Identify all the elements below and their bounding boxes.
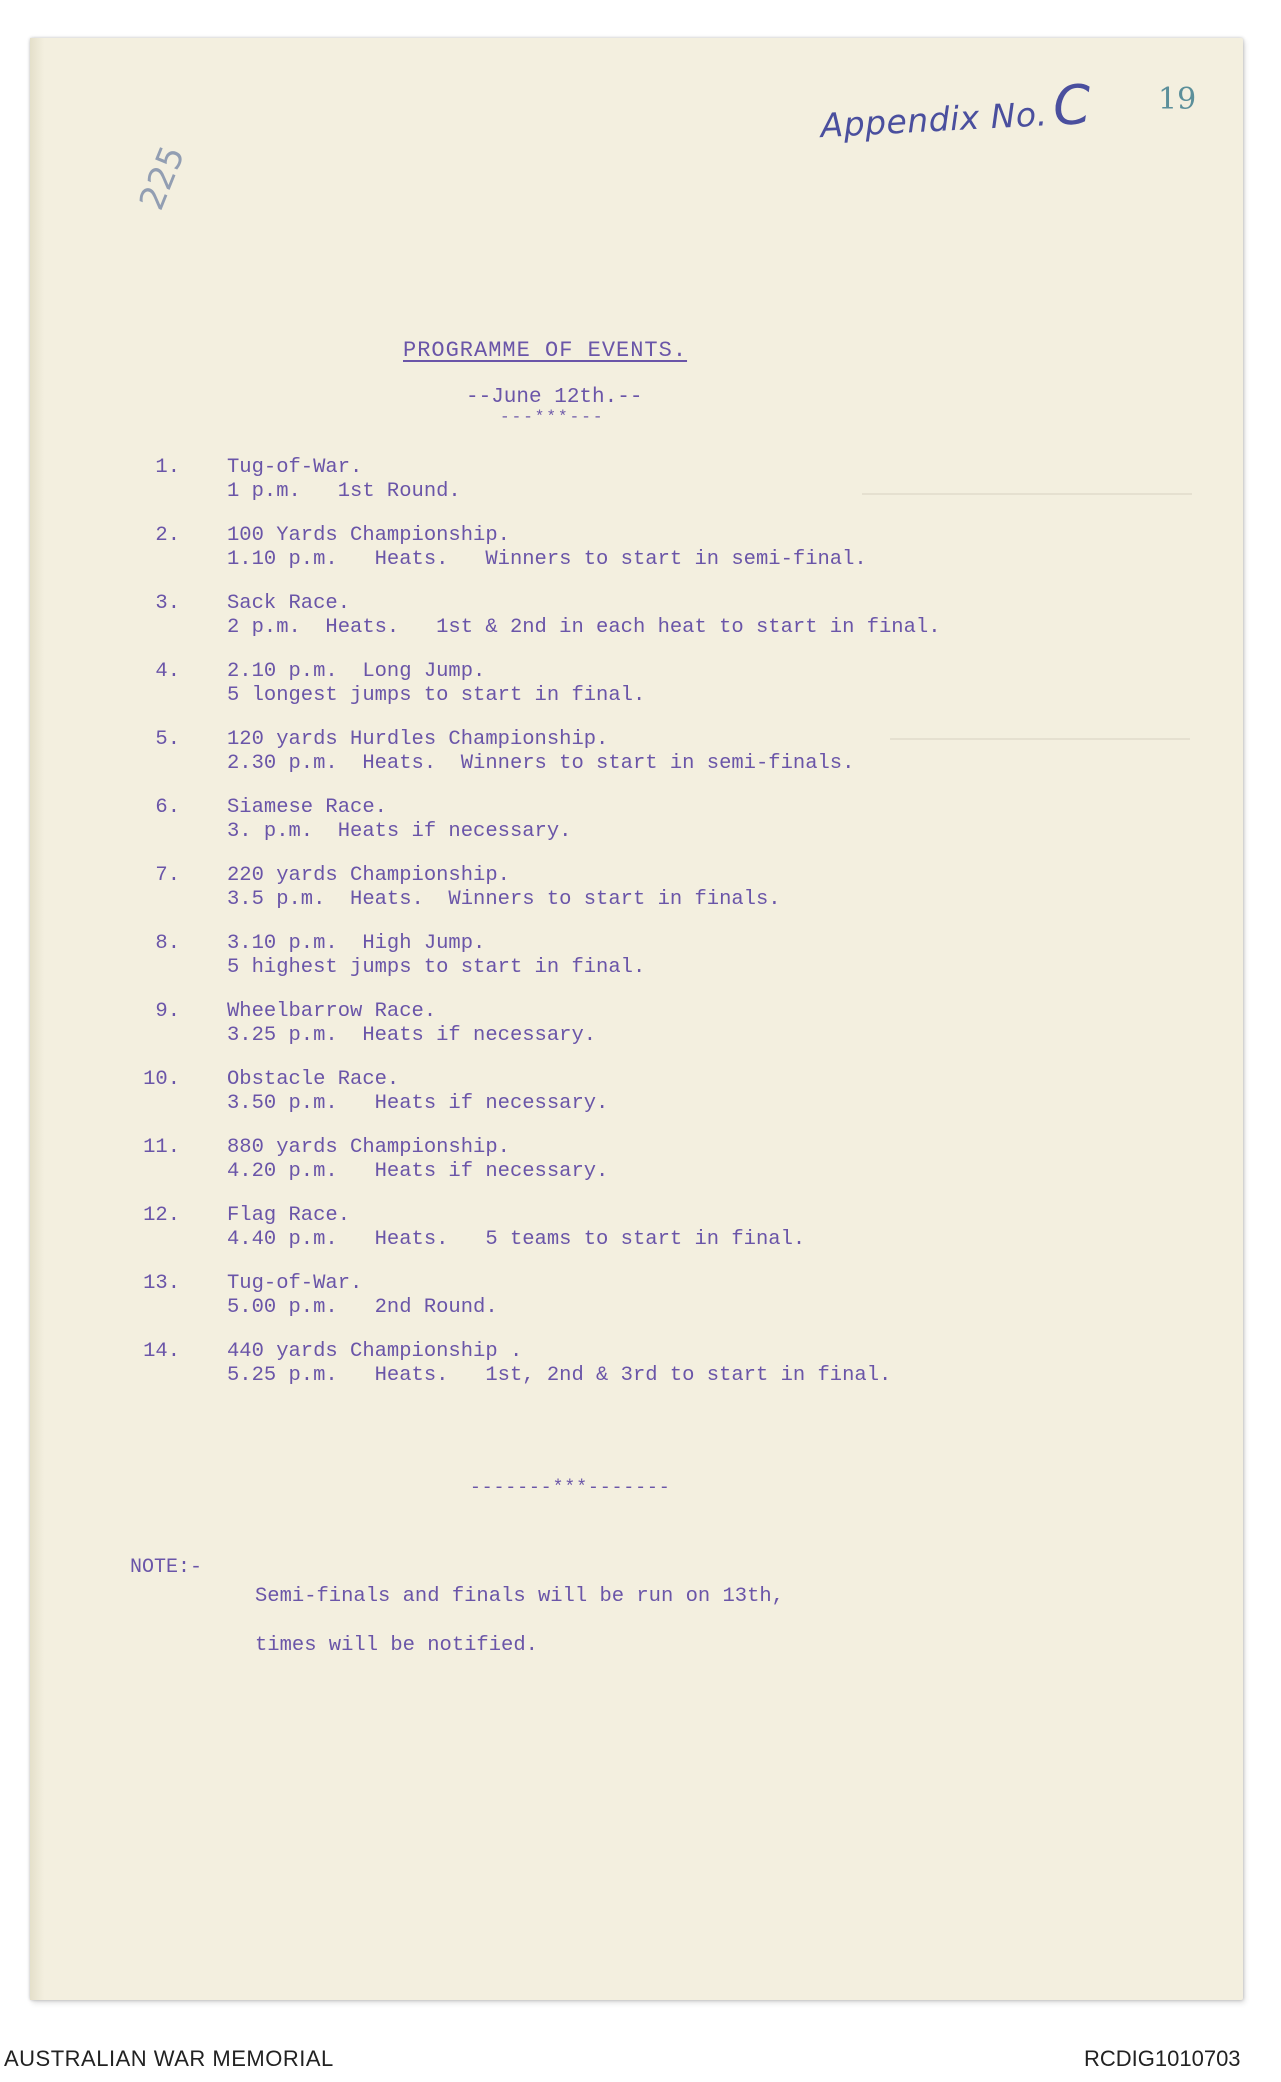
event-details: 2 p.m. Heats. 1st & 2nd in each heat to start in final. (227, 616, 941, 639)
event-title: 100 Yards Championship. (227, 524, 510, 547)
event-details: 3. p.m. Heats if necessary. (227, 820, 572, 843)
event-details: 4.20 p.m. Heats if necessary. (227, 1160, 609, 1183)
event-number: 10. (143, 1068, 180, 1091)
events-list (130, 456, 1210, 1408)
archive-id: RCDIG1010703 (1084, 2046, 1241, 2071)
event-number: 7. (155, 864, 180, 887)
event-title: 440 yards Championship . (227, 1340, 523, 1363)
event-title: 3.10 p.m. High Jump. (227, 932, 486, 955)
appendix-annotation (819, 73, 1093, 150)
event-details: 2.30 p.m. Heats. Winners to start in semi-finals. (227, 752, 855, 775)
event-title: 2.10 p.m. Long Jump. (227, 660, 486, 683)
event-item (130, 592, 1210, 660)
event-item (130, 932, 1210, 1000)
event-number: 4. (155, 660, 180, 683)
event-details: 5 longest jumps to start in final. (227, 684, 646, 707)
event-item (130, 1000, 1210, 1068)
event-number: 11. (143, 1136, 180, 1159)
event-number: 8. (155, 932, 180, 955)
event-title: Tug-of-War. (227, 456, 363, 479)
event-details: 1.10 p.m. Heats. Winners to start in semi-final. (227, 548, 867, 571)
event-number: 5. (155, 728, 180, 751)
archive-credit: AUSTRALIAN WAR MEMORIAL (4, 2046, 334, 2071)
event-item (130, 1136, 1210, 1204)
appendix-label: Appendix No. (819, 94, 1049, 146)
note-line-1: Semi-finals and finals will be run on 13th, (255, 1585, 784, 1608)
event-title: 220 yards Championship. (227, 864, 510, 887)
event-title: Flag Race. (227, 1204, 351, 1227)
event-number: 3. (155, 592, 180, 615)
folio-stamp: 225 (131, 140, 194, 216)
event-number: 1. (155, 456, 180, 479)
event-item (130, 660, 1210, 728)
event-details: 1 p.m. 1st Round. (227, 480, 461, 503)
event-details: 3.50 p.m. Heats if necessary. (227, 1092, 609, 1115)
event-title: 880 yards Championship. (227, 1136, 510, 1159)
section-divider: -------***------- (470, 1478, 671, 1498)
event-title: Siamese Race. (227, 796, 387, 819)
document-page (30, 38, 1243, 2000)
event-title: Sack Race. (227, 592, 351, 615)
event-number: 2. (155, 524, 180, 547)
event-item (130, 728, 1210, 796)
note-label: NOTE:- (130, 1556, 203, 1579)
event-title: Wheelbarrow Race. (227, 1000, 437, 1023)
event-number: 12. (143, 1204, 180, 1227)
event-title: 120 yards Hurdles Championship. (227, 728, 609, 751)
event-item (130, 524, 1210, 592)
event-number: 14. (143, 1340, 180, 1363)
event-title: Obstacle Race. (227, 1068, 400, 1091)
event-item (130, 1272, 1210, 1340)
event-number: 13. (143, 1272, 180, 1295)
event-item (130, 456, 1210, 524)
event-details: 4.40 p.m. Heats. 5 teams to start in final. (227, 1228, 806, 1251)
event-item (130, 1068, 1210, 1136)
event-details: 5.00 p.m. 2nd Round. (227, 1296, 498, 1319)
event-details: 3.25 p.m. Heats if necessary. (227, 1024, 597, 1047)
document-title: PROGRAMME OF EVENTS. (403, 338, 688, 363)
note-line-2: times will be notified. (255, 1634, 538, 1657)
event-number: 6. (155, 796, 180, 819)
event-details: 5 highest jumps to start in final. (227, 956, 646, 979)
event-item (130, 1340, 1210, 1408)
event-title: Tug-of-War. (227, 1272, 363, 1295)
event-details: 5.25 p.m. Heats. 1st, 2nd & 3rd to start in final. (227, 1364, 892, 1387)
event-item (130, 864, 1210, 932)
event-item (130, 1204, 1210, 1272)
document-date: --June 12th.-- (466, 386, 643, 409)
appendix-letter: C (1051, 72, 1093, 138)
event-details: 3.5 p.m. Heats. Winners to start in finals. (227, 888, 781, 911)
event-number: 9. (155, 1000, 180, 1023)
event-item (130, 796, 1210, 864)
title-ornament: ---***--- (500, 408, 605, 426)
page-number: 19 (1158, 82, 1197, 117)
